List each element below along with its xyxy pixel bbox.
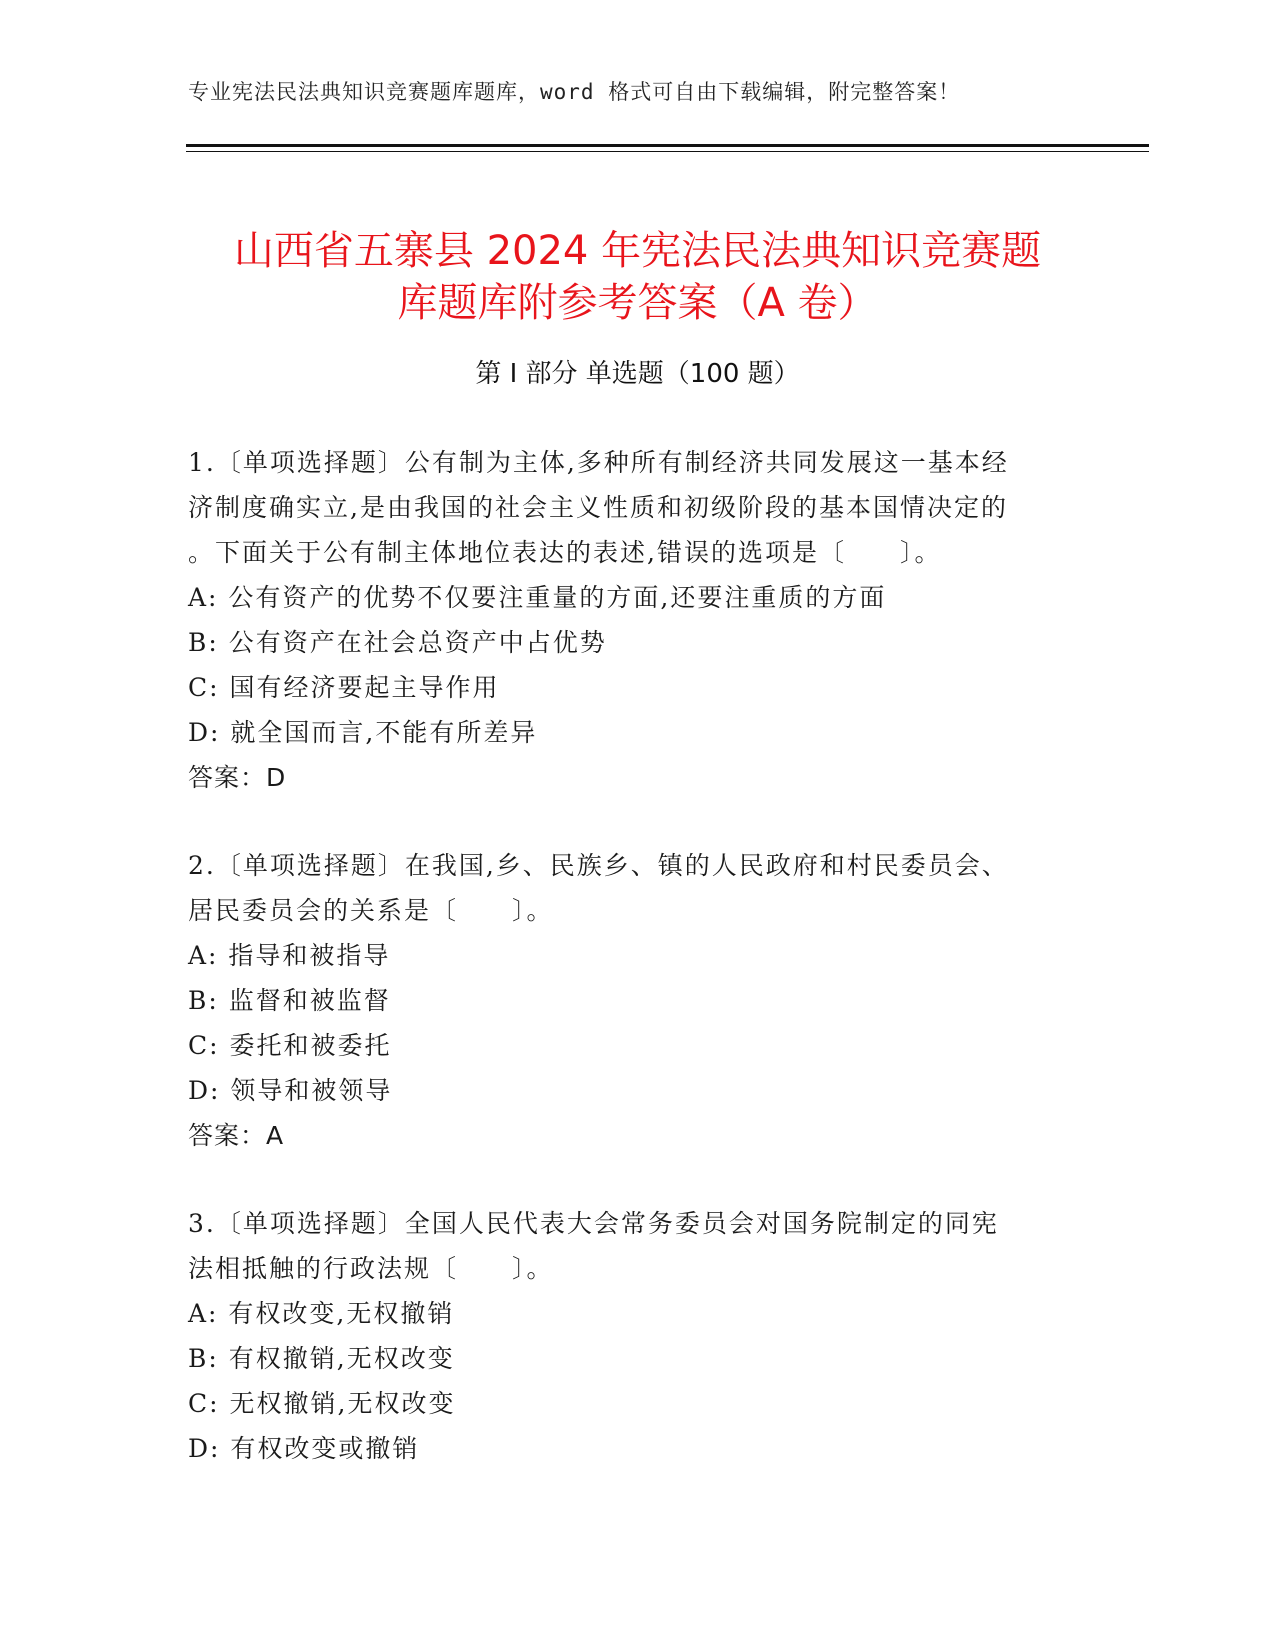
answer: 答案：D	[188, 763, 287, 792]
question-stem-line: 3.〔单项选择题〕全国人民代表大会常务委员会对国务院制定的同宪	[188, 1209, 999, 1238]
option-a: A: 指导和被指导	[188, 941, 391, 970]
question-stem-line: 居民委员会的关系是〔 〕。	[188, 896, 554, 925]
option-c: C: 国有经济要起主导作用	[188, 673, 500, 702]
option-c: C: 委托和被委托	[188, 1031, 392, 1060]
option-c: C: 无权撤销,无权改变	[188, 1389, 456, 1418]
option-b: B: 监督和被监督	[188, 986, 391, 1015]
header-rule-thin	[186, 151, 1149, 152]
question-list	[188, 440, 1088, 1514]
document-title-line-2: 库题库附参考答案（A 卷）	[397, 279, 878, 326]
option-d: D: 有权改变或撤销	[188, 1434, 420, 1463]
option-d: D: 领导和被领导	[188, 1076, 393, 1105]
question-3	[188, 1201, 1088, 1471]
option-d: D: 就全国而言,不能有所差异	[188, 718, 538, 747]
option-a: A: 有权改变,无权撤销	[188, 1299, 455, 1328]
header-note: 专业宪法民法典知识竞赛题库题库，word 格式可自由下载编辑，附完整答案！	[188, 80, 961, 104]
option-b: B: 有权撤销,无权改变	[188, 1344, 455, 1373]
question-1	[188, 440, 1088, 800]
option-b: B: 公有资产在社会总资产中占优势	[188, 628, 607, 657]
document-title	[150, 225, 1125, 329]
question-stem-line: 2.〔单项选择题〕在我国,乡、民族乡、镇的人民政府和村民委员会、	[188, 851, 1009, 880]
option-a: A: 公有资产的优势不仅要注重量的方面,还要注重质的方面	[188, 583, 887, 612]
section-title: 第 I 部分 单选题（100 题）	[475, 359, 800, 389]
question-stem-line: 1.〔单项选择题〕公有制为主体,多种所有制经济共同发展这一基本经	[188, 448, 1009, 477]
question-stem-line: 法相抵触的行政法规〔 〕。	[188, 1254, 554, 1283]
document-title-line-1: 山西省五寨县 2024 年宪法民法典知识竞赛题	[233, 227, 1042, 274]
answer: 答案：A	[188, 1121, 285, 1150]
question-stem-line: 。下面关于公有制主体地位表达的表述,错误的选项是〔 〕。	[188, 538, 942, 567]
question-stem-line: 济制度确实立,是由我国的社会主义性质和初级阶段的基本国情决定的	[188, 493, 1008, 522]
question-2	[188, 843, 1088, 1158]
header-rule-thick	[186, 144, 1149, 147]
